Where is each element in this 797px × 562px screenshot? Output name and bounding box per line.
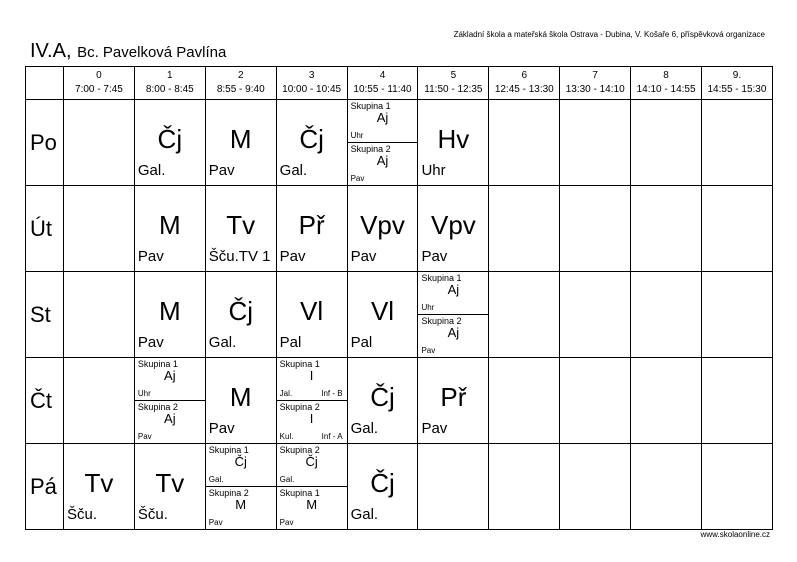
group-lesson <box>348 143 418 185</box>
group-teacher: Uhr <box>350 131 364 140</box>
lesson <box>64 444 134 529</box>
group-label: Skupina 2 <box>137 402 178 412</box>
group-subject: M <box>306 497 318 512</box>
lesson <box>702 272 772 357</box>
website-link[interactable]: www.skolaonline.cz <box>700 530 770 539</box>
day-label: St <box>26 272 64 358</box>
group-subject: I <box>309 368 314 383</box>
lesson-cell <box>134 186 205 272</box>
lesson <box>277 186 347 271</box>
lesson-teacher: Pal <box>279 334 302 351</box>
period-number: 5 <box>450 70 457 81</box>
lesson-cell <box>489 272 560 358</box>
corner-cell <box>26 67 64 100</box>
lesson <box>560 100 630 185</box>
group-teacher: Jal. <box>279 389 293 398</box>
period-time: 13:30 - 14:10 <box>565 84 625 95</box>
page-title <box>30 40 226 63</box>
period-number: 6 <box>521 70 528 81</box>
lesson-cell <box>489 358 560 444</box>
group-teacher: Pav <box>208 518 223 527</box>
lesson <box>489 358 559 443</box>
period-time: 8:00 - 8:45 <box>145 84 194 95</box>
day-row <box>26 186 773 272</box>
lesson-cell <box>702 272 773 358</box>
day-row <box>26 272 773 358</box>
lesson-subject: Čj <box>370 468 395 498</box>
day-row <box>26 444 773 530</box>
lesson <box>418 358 488 443</box>
lesson-subject: Vpv <box>430 210 476 240</box>
lesson-cell <box>64 358 135 444</box>
group-label: Skupina 2 <box>208 488 249 498</box>
group-label: Skupina 2 <box>279 445 320 455</box>
lesson-cell <box>64 444 135 530</box>
lesson <box>64 186 134 271</box>
group-subject: Aj <box>447 325 460 340</box>
lesson-teacher: Gal. <box>350 420 379 437</box>
lesson-teacher: Pav <box>421 248 448 265</box>
lesson-cell <box>205 444 276 530</box>
lesson <box>348 444 418 529</box>
lesson-cell <box>347 272 418 358</box>
group-teacher: Pav <box>137 432 152 441</box>
lesson-cell <box>276 272 347 358</box>
group-lesson <box>277 401 347 443</box>
period-number: 8 <box>663 70 669 81</box>
lesson-cell <box>631 272 702 358</box>
lesson-teacher: Gal. <box>350 506 379 523</box>
group-lesson <box>206 487 276 529</box>
lesson <box>702 100 772 185</box>
period-header-7 <box>560 67 631 100</box>
period-time: 14:10 - 14:55 <box>636 84 696 95</box>
lesson-cell <box>702 186 773 272</box>
period-header-0 <box>64 67 135 100</box>
lesson-cell <box>64 186 135 272</box>
period-header-2 <box>205 67 276 100</box>
group-subject: Aj <box>164 411 176 426</box>
lesson <box>560 186 630 271</box>
lesson-subject: Př <box>440 382 467 412</box>
lesson <box>64 272 134 357</box>
lesson-cell <box>560 100 631 186</box>
lesson-cell <box>64 272 135 358</box>
lesson-subject: Čj <box>299 124 324 154</box>
group-label: Skupina 1 <box>350 101 391 111</box>
period-header-6 <box>489 67 560 100</box>
group-subject: Aj <box>447 282 460 297</box>
group-lesson <box>348 100 418 143</box>
period-header-8 <box>631 67 702 100</box>
day-label: Čt <box>26 358 64 444</box>
group-teacher: Pav <box>421 346 436 355</box>
lesson-cell <box>64 100 135 186</box>
lesson-subject: Tv <box>84 468 114 498</box>
group-teacher: Gal. <box>279 475 295 484</box>
lesson-cell <box>631 186 702 272</box>
lesson <box>135 272 205 357</box>
lesson <box>631 186 701 271</box>
day-label: Pá <box>26 444 64 530</box>
lesson-teacher: Šču. <box>137 506 168 523</box>
lesson <box>702 186 772 271</box>
group-teacher: Uhr <box>137 389 151 398</box>
group-subject: Čj <box>305 454 318 469</box>
timetable <box>25 66 773 530</box>
group-subject: M <box>235 497 247 512</box>
school-name: Základní škola a mateřská škola Ostrava - Dubina, V. Košaře 6, příspěvková organizace <box>453 30 765 39</box>
lesson-cell <box>631 100 702 186</box>
lesson-cell <box>489 444 560 530</box>
lesson-cell <box>205 100 276 186</box>
lesson-teacher: Pav <box>279 248 306 265</box>
lesson-cell <box>276 444 347 530</box>
period-number: 3 <box>308 70 315 81</box>
period-header-row <box>26 67 773 100</box>
group-label: Skupina 1 <box>279 359 320 369</box>
lesson-cell <box>134 358 205 444</box>
lesson-cell <box>347 186 418 272</box>
lesson <box>489 100 559 185</box>
group-lesson <box>135 401 205 443</box>
lesson-cell <box>347 100 418 186</box>
lesson <box>64 358 134 443</box>
period-time: 8:55 - 9:40 <box>216 84 265 95</box>
group-label: Skupina 2 <box>279 402 320 412</box>
period-time: 10:55 - 11:40 <box>353 84 412 95</box>
lesson-cell <box>134 100 205 186</box>
lesson-cell <box>560 358 631 444</box>
lesson <box>631 358 701 443</box>
lesson <box>277 100 347 185</box>
class-teacher: Bc. Pavelková Pavlína <box>77 44 227 61</box>
lesson-subject: Vpv <box>360 210 405 240</box>
lesson-teacher: Pal <box>350 334 373 351</box>
group-label: Skupina 1 <box>421 273 462 283</box>
period-header-4 <box>347 67 418 100</box>
lesson-cell <box>489 186 560 272</box>
lesson <box>135 100 205 185</box>
lesson-subject: Tv <box>226 210 256 240</box>
lesson-cell <box>418 186 489 272</box>
lesson-teacher: Gal. <box>208 334 237 351</box>
lesson-cell <box>631 358 702 444</box>
period-time: 10:00 - 10:45 <box>282 84 342 95</box>
lesson-cell <box>205 186 276 272</box>
lesson <box>631 100 701 185</box>
lesson-subject: M <box>229 124 252 154</box>
lesson-teacher: Uhr <box>421 162 446 179</box>
group-teacher: Pav <box>350 174 365 183</box>
lesson <box>348 358 418 443</box>
lesson-cell <box>489 100 560 186</box>
group-subject: Aj <box>164 368 176 383</box>
lesson <box>206 100 276 185</box>
lesson-cell <box>418 272 489 358</box>
group-teacher: Gal. <box>208 475 224 484</box>
group-lesson <box>206 444 276 487</box>
lesson-cell <box>134 272 205 358</box>
group-subject: I <box>309 411 314 426</box>
period-time: 11:50 - 12:35 <box>424 84 483 95</box>
lesson-cell <box>276 100 347 186</box>
lesson-subject: Čj <box>228 296 253 326</box>
lesson-teacher: Pav <box>137 248 164 265</box>
group-label: Skupina 1 <box>137 359 178 369</box>
lesson-subject: Hv <box>437 124 470 154</box>
lesson-teacher: Pav <box>137 334 164 351</box>
period-number: 9. <box>732 70 742 81</box>
group-subject: Aj <box>376 153 389 168</box>
lesson-cell <box>702 358 773 444</box>
group-subject: Čj <box>234 454 247 469</box>
lesson-cell <box>347 444 418 530</box>
lesson-subject: M <box>229 382 252 412</box>
lesson-cell <box>702 100 773 186</box>
period-header-1 <box>134 67 205 100</box>
group-lesson <box>277 444 347 487</box>
lesson-teacher: Pav <box>350 248 377 265</box>
lesson-teacher: Pav <box>208 420 235 437</box>
lesson-cell <box>276 186 347 272</box>
lesson-cell <box>560 272 631 358</box>
group-label: Skupina 1 <box>208 445 249 455</box>
lesson <box>135 186 205 271</box>
lesson-subject: Čj <box>157 124 183 154</box>
period-number: 2 <box>237 70 244 81</box>
lesson <box>560 272 630 357</box>
lesson-subject: M <box>159 210 181 240</box>
group-label: Skupina 2 <box>350 144 391 154</box>
lesson-teacher: Pav <box>208 162 235 179</box>
lesson <box>135 444 205 529</box>
lesson <box>348 186 418 271</box>
group-room: Inf - B <box>321 389 343 398</box>
lesson <box>702 444 772 529</box>
lesson-cell <box>205 358 276 444</box>
lesson <box>631 272 701 357</box>
lesson <box>206 358 276 443</box>
lesson-cell <box>276 358 347 444</box>
lesson <box>64 100 134 185</box>
period-header-5 <box>418 67 489 100</box>
lesson <box>489 272 559 357</box>
lesson-subject: M <box>159 296 181 326</box>
group-teacher: Kul. <box>279 432 294 441</box>
group-lesson <box>418 315 488 357</box>
lesson-subject: Vl <box>370 296 395 326</box>
lesson <box>702 358 772 443</box>
lesson <box>489 444 559 529</box>
period-number: 7 <box>592 70 598 81</box>
class-name: IV.A, <box>30 40 72 62</box>
lesson-cell <box>347 358 418 444</box>
group-lesson <box>277 487 347 529</box>
lesson-cell <box>560 444 631 530</box>
lesson <box>277 272 347 357</box>
lesson <box>560 444 630 529</box>
lesson-teacher: Gal. <box>137 162 166 179</box>
lesson <box>560 358 630 443</box>
group-subject: Aj <box>376 110 389 125</box>
period-header-3 <box>276 67 347 100</box>
group-label: Skupina 2 <box>421 316 462 326</box>
group-lesson <box>135 358 205 401</box>
lesson-cell <box>205 272 276 358</box>
lesson-cell <box>418 100 489 186</box>
lesson-subject: Tv <box>155 468 185 498</box>
lesson-teacher: Pav <box>421 420 448 437</box>
day-row <box>26 358 773 444</box>
lesson-subject: Vl <box>300 296 324 326</box>
lesson-cell <box>418 444 489 530</box>
lesson-cell <box>631 444 702 530</box>
day-label: Út <box>26 186 64 272</box>
lesson-teacher: Šču. <box>67 506 98 523</box>
day-row <box>26 100 773 186</box>
lesson <box>206 186 276 271</box>
group-room: Inf - A <box>321 432 343 441</box>
lesson-cell <box>418 358 489 444</box>
group-label: Skupina 1 <box>279 488 320 498</box>
group-teacher: Uhr <box>421 303 435 312</box>
period-number: 0 <box>96 70 102 81</box>
lesson <box>348 272 418 357</box>
group-teacher: Pav <box>279 518 294 527</box>
lesson-teacher: Šču.TV 1 <box>208 248 271 265</box>
period-number: 1 <box>167 70 173 81</box>
group-lesson <box>418 272 488 315</box>
lesson-cell <box>134 444 205 530</box>
lesson-subject: Př <box>298 210 325 240</box>
lesson <box>489 186 559 271</box>
lesson <box>418 186 488 271</box>
lesson-cell <box>702 444 773 530</box>
group-lesson <box>277 358 347 401</box>
lesson <box>206 272 276 357</box>
day-label: Po <box>26 100 64 186</box>
period-number: 4 <box>379 70 386 81</box>
lesson <box>418 100 488 185</box>
lesson <box>418 444 488 529</box>
lesson-subject: Čj <box>370 382 395 412</box>
period-time: 7:00 - 7:45 <box>75 84 123 95</box>
period-time: 14:55 - 15:30 <box>707 84 767 95</box>
period-time: 12:45 - 13:30 <box>494 84 554 95</box>
period-header-9 <box>702 67 773 100</box>
lesson-cell <box>560 186 631 272</box>
lesson-teacher: Gal. <box>279 162 308 179</box>
lesson <box>631 444 701 529</box>
